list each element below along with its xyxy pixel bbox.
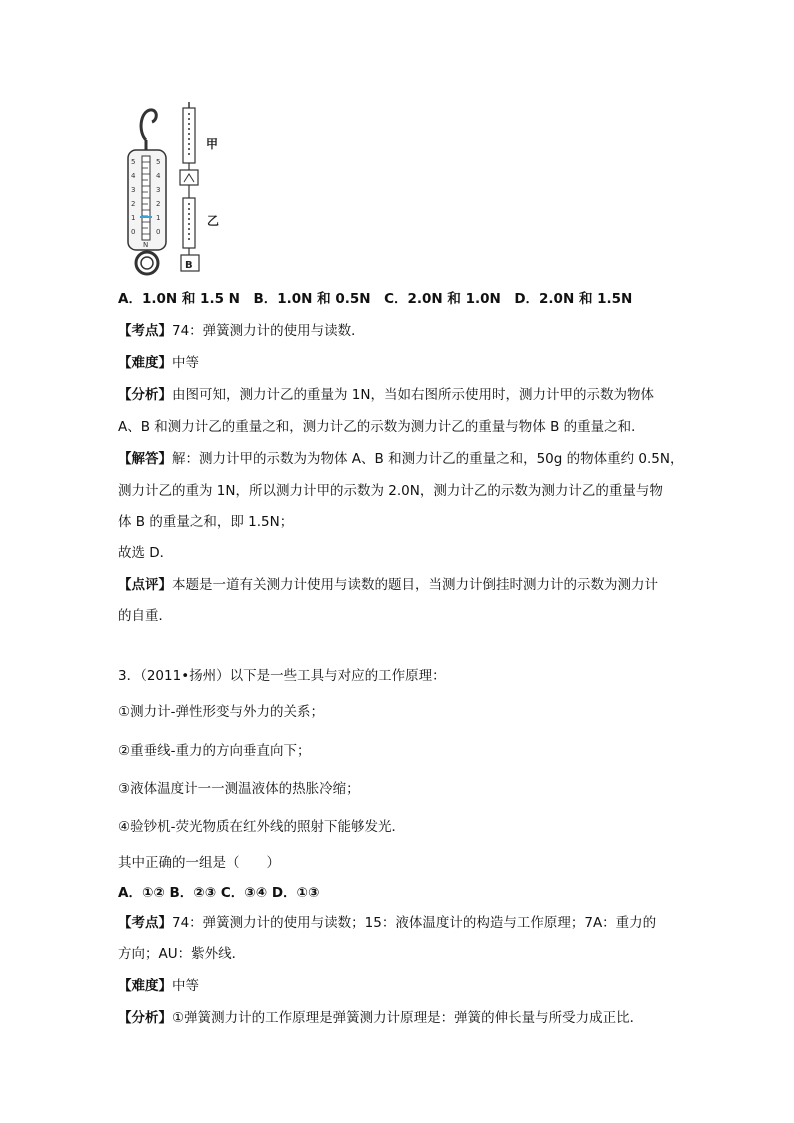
ring-icon (136, 252, 158, 274)
dianping-tag: 【点评】 (118, 577, 172, 593)
kaodian-text: 74：弹簧测力计的使用与读数． (172, 323, 365, 339)
q2-jieda-line-3: 体 B 的重量之和，即 1.5N； (118, 514, 294, 530)
spring-scale-diagram (120, 100, 230, 278)
q2-nandu (118, 354, 199, 372)
kaodian-text: 74：弹簧测力计的使用与读数；15：液体温度计的构造与工作原理；7A：重力的 (172, 915, 657, 931)
scale-left-tick: 5 (131, 158, 136, 166)
scale-right-tick: 0 (156, 228, 161, 236)
scale-left-tick: 3 (131, 186, 136, 194)
q3-question: 其中正确的一组是（ ） (118, 855, 280, 871)
q2-options: A．1.0N 和 1.5 N B．1.0N 和 0.5N C．2.0N 和 1.0N D．2.0N 和 1.5N (118, 291, 633, 307)
scale-right-tick: 4 (156, 172, 161, 180)
scale-right-tick: 5 (156, 158, 161, 166)
q3-item-2: ②重垂线-重力的方向垂直向下； (118, 743, 311, 759)
nandu-text: 中等 (172, 978, 199, 994)
nandu-tag: 【难度】 (118, 355, 172, 371)
nandu-text: 中等 (172, 355, 199, 371)
fenxi-text: ①弹簧测力计的工作原理是弹簧测力计原理是：弹簧的伸长量与所受力成正比． (172, 1010, 644, 1026)
q2-dianping (118, 576, 658, 594)
box-a (180, 170, 198, 185)
scale-left-tick: 1 (131, 214, 136, 222)
scale-unit: N (143, 241, 149, 249)
q2-guxuan: 故选 D． (118, 545, 174, 561)
fenxi-text: 由图可知，测力计乙的重量为 1N，当如右图所示使用时，测力计甲的示数为物体 (172, 387, 654, 403)
hook-icon (141, 110, 156, 140)
q3-title: 3．（2011•扬州）以下是一些工具与对应的工作原理： (118, 668, 446, 684)
scale-right-tick: 2 (156, 200, 161, 208)
q3-fenxi (118, 1009, 643, 1027)
nandu-tag: 【难度】 (118, 978, 172, 994)
kaodian-tag: 【考点】 (118, 323, 172, 339)
q3-options: A．①② B．②③ C．③④ D．①③ (118, 885, 320, 901)
scale-left-tick: 4 (131, 172, 136, 180)
spring-scale-figure (120, 100, 230, 278)
fenxi-tag: 【分析】 (118, 1010, 172, 1026)
q2-fenxi (118, 386, 654, 404)
kaodian-tag: 【考点】 (118, 915, 172, 931)
q3-item-3: ③液体温度计一一测温液体的热胀冷缩； (118, 781, 360, 797)
jieda-text: 解：测力计甲的示数为为物体 A、B 和测力计乙的重量之和，50g 的物体重约 0.5N， (172, 451, 684, 467)
label-yi: 乙 (207, 214, 220, 228)
q2-kaodian (118, 322, 365, 340)
q3-item-1: ①测力计-弹性形变与外力的关系； (118, 704, 324, 720)
dianping-text: 本题是一道有关测力计使用与读数的题目，当测力计倒挂时测力计的示数为测力计 (172, 577, 658, 593)
scale-right-tick: 3 (156, 186, 161, 194)
box-b-label: B (185, 260, 193, 271)
scale-left-tick: 0 (131, 228, 136, 236)
jieda-tag: 【解答】 (118, 451, 172, 467)
q2-jieda (118, 450, 683, 468)
q3-kaodian-line-2: 方向；AU：紫外线． (118, 946, 246, 962)
q3-kaodian (118, 914, 656, 932)
q3-nandu (118, 977, 199, 995)
scale-right-tick: 1 (156, 214, 161, 222)
q2-dianping-line-2: 的自重． (118, 608, 172, 624)
scale-left-tick: 2 (131, 200, 136, 208)
label-jia: 甲 (206, 137, 219, 151)
q3-item-4: ④验钞机-荧光物质在红外线的照射下能够发光． (118, 819, 405, 835)
q2-fenxi-line-2: A、B 和测力计乙的重量之和，测力计乙的示数为测力计乙的重量与物体 B 的重量之和． (118, 419, 645, 435)
q2-jieda-line-2: 测力计乙的重为 1N，所以测力计甲的示数为 2.0N，测力计乙的示数为测力计乙的重量与物 (118, 483, 663, 499)
fenxi-tag: 【分析】 (118, 387, 172, 403)
